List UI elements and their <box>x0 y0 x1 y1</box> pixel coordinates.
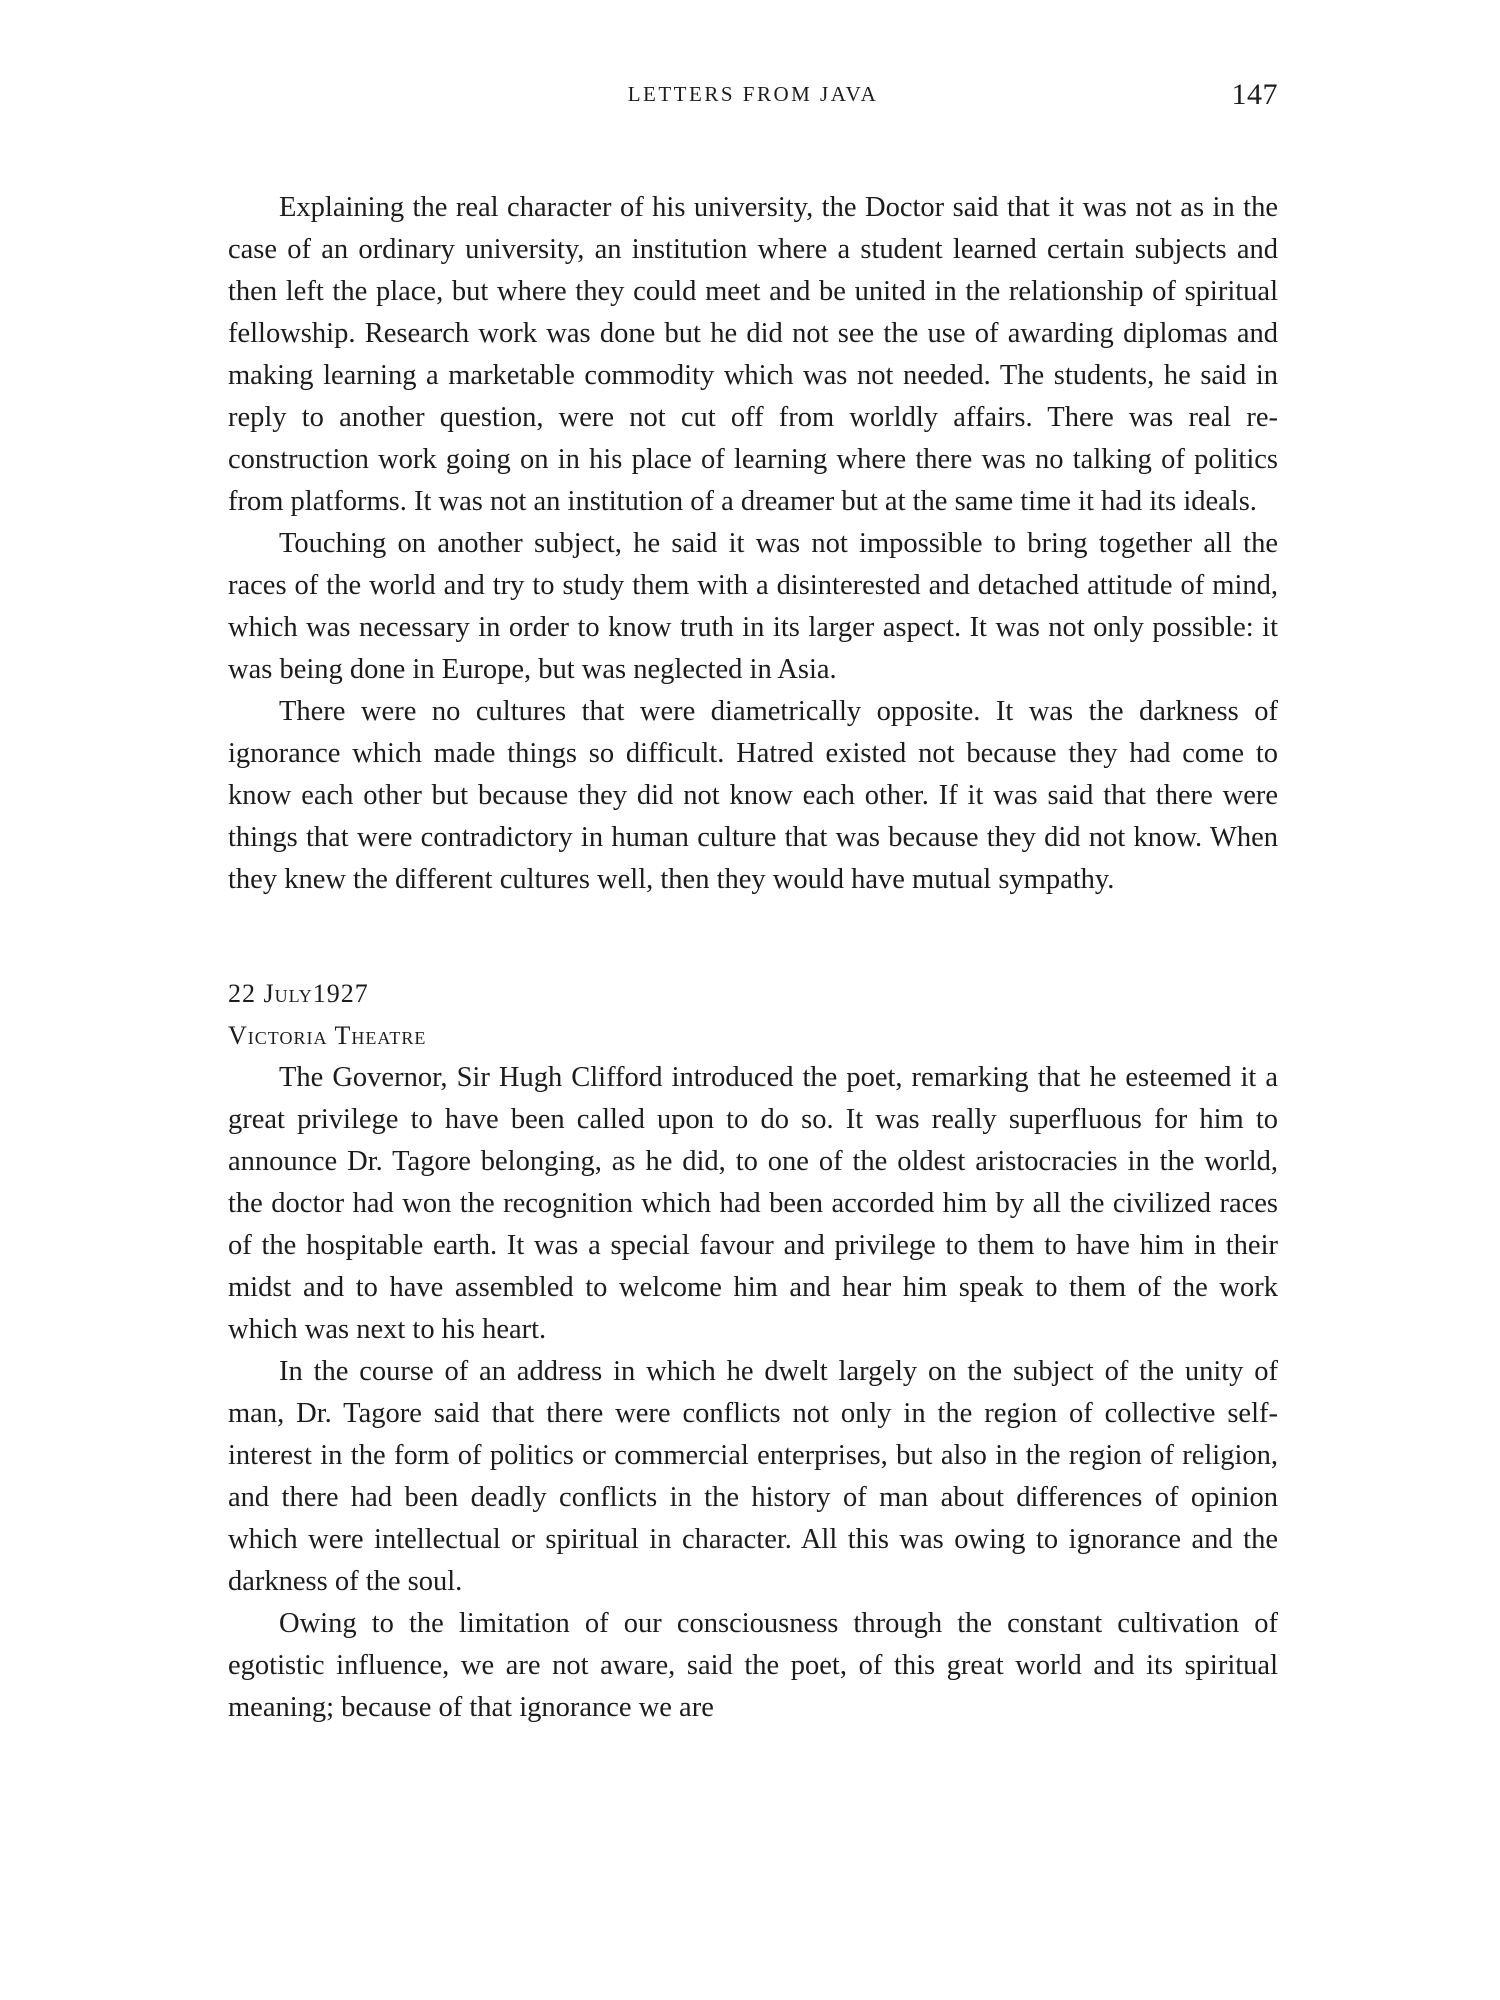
paragraph: In the course of an address in which he dwelt largely on the subject of the unity of man, Dr. Tagore said that there were conflicts not only in the region of collective self-interest in the form of politics or commercial enterprises, but also in the region of religion, and there had been deadly conflicts in the history of man about differences of opinion which were intellectual or spiritual in character. All this was owing to ignorance and the darkness of the soul. <box>228 1356 1278 1597</box>
body-text <box>228 187 1278 1729</box>
section-break <box>228 901 1278 973</box>
page-number: 147 <box>1231 78 1278 111</box>
running-head <box>228 78 1278 122</box>
running-title: LETTERS FROM JAVA <box>627 82 879 106</box>
paragraph: There were no cultures that were diametrically opposite. It was the darkness of ignorance which made things so difficult. Hatred existed not because they had come to know each other but because they did not know each other. If it was said that there were things that were contradictory in human culture that was because they did not know. When they knew the different cultures well, then they would have mutual sympathy. <box>228 696 1278 895</box>
paragraph: Explaining the real character of his university, the Doctor said that it was not as in the case of an ordinary university, an institution where a student learned certain subjects and then left the place, but where they could meet and be united in the relationship of spiritual fellowship. Research work was done but he did not see the use of awarding diplomas and making learning a marketable commodity which was not needed. The students, he said in reply to another question, were not cut off from worldly affairs. There was real reconstruction work going on in his place of learning where there was no talking of politics from platforms. It was not an institution of a dreamer but at the same time it had its ideals. <box>228 192 1278 517</box>
paragraph: Owing to the limitation of our consciousness through the constant cultivation of egotistic influence, we are not aware, said the poet, of this great world and its spiritual meaning; because of that ignorance we are <box>228 1608 1278 1723</box>
paragraph: Touching on another subject, he said it was not impossible to bring together all the races of the world and try to study them with a disinterested and detached attitude of mind, which was necessary in order to know truth in its larger aspect. It was not only possible: it was being done in Europe, but was neglected in Asia. <box>228 528 1278 685</box>
section-venue: Victoria Theatre <box>228 1021 427 1050</box>
section-dateline: 22 July1927 <box>228 979 369 1008</box>
paragraph: The Governor, Sir Hugh Clifford introduced the poet, remarking that he esteemed it a great privilege to have been called upon to do so. It was really superfluous for him to announce Dr. Tagore belonging, as he did, to one of the oldest aristocracies in the world, the doctor had won the recognition which had been accorded him by all the civilized races of the hospitable earth. It was a special favour and privilege to them to have him in their midst and to have assembled to welcome him and hear him speak to them of the work which was next to his heart. <box>228 1062 1278 1345</box>
